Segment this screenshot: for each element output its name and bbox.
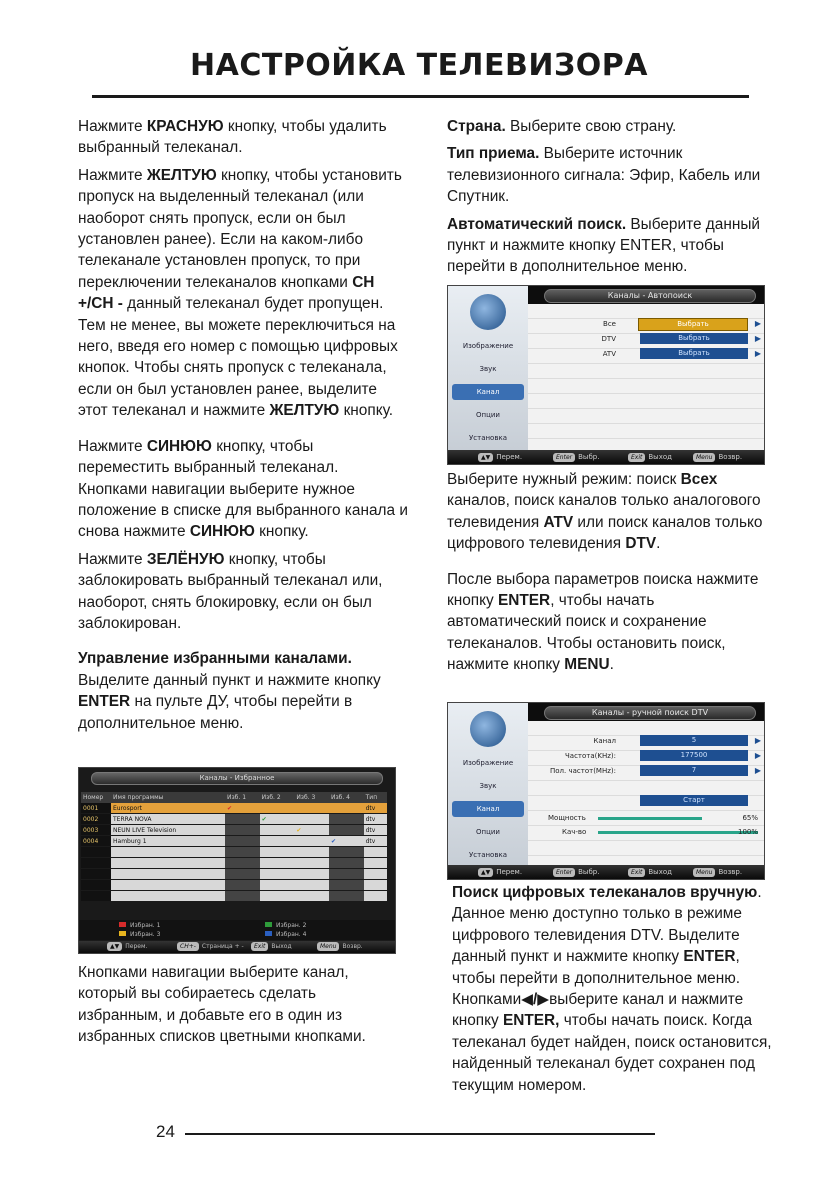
arrow-right-icon: ▶	[754, 766, 761, 775]
favorites-instructions: Кнопками навигации выберите канал, который вы собираетесь сделать избранным, и добавьте его в один из избранных списков цветными кнопками.	[78, 964, 366, 1046]
legend-fav2: Избран. 2	[265, 922, 306, 929]
manual-scan-screenshot: Изображение Звук Канал Опции Установка Каналы - ручной поиск DTV Канал 5 ▶ Частота(KHz): 177500 ▶ Пол. частот(MHz): 7 ▶ Старт Мощность 65% Кач-во 100% ▲▼ Перем. Enter Выбр. Exit Выход Menu Возвр.	[447, 702, 765, 880]
paragraph-scan-mode: Выберите нужный режим: поиск Всех каналов, поиск каналов только аналогового телевидения ATV или поиск каналов только цифрового телевидения DTV.	[447, 471, 763, 553]
paragraph-favorites: Управление избранными каналами. Выделите данный пункт и нажмите кнопку ENTER на пульте ДУ, чтобы перейти в дополнительное меню.	[78, 650, 381, 732]
title-divider	[92, 95, 749, 98]
col-fav2: Изб. 2	[260, 792, 295, 803]
menu-sidebar: Изображение Звук Канал Опции Установка	[448, 703, 528, 865]
manual-start-button[interactable]: Старт	[528, 795, 764, 807]
right-column	[447, 116, 769, 284]
manual-row-channel[interactable]: Канал 5 ▶	[593, 736, 761, 745]
arrow-right-icon: ▶	[754, 736, 761, 745]
favorites-table	[81, 792, 387, 902]
signal-quality-bar	[598, 831, 758, 834]
table-row[interactable]: 0001 Eurosport ✔ dtv	[81, 803, 387, 814]
paragraph-manual-scan: Поиск цифровых телеканалов вручную. Данное меню доступно только в режиме цифрового телевидения DTV. Выделите данный пункт и нажмите кнопку ENTER, чтобы перейти в дополнительное меню. Кнопками◀/▶выберите канал и нажмите кнопку ENTER, чтобы начать поиск. Когда телеканал будет найден, поиск остановится, найденный телеканал будет сохранен под текущим номером.	[452, 884, 772, 1094]
legend-fav3: Избран. 3	[119, 931, 160, 938]
right-column-mid	[447, 469, 769, 682]
autoscan-screenshot: Изображение Звук Канал Опции Установка Каналы - Автопоиск Все Выбрать ▶ DTV Выбрать ▶ ATV Выбрать ▶ ▲▼ Перем. Enter Выбр. Exit Выход Menu Возвр.	[447, 285, 765, 465]
satellite-icon	[470, 294, 506, 330]
favorites-title: Каналы - Избранное	[91, 772, 383, 785]
signal-quality: Кач-во 100%	[562, 828, 758, 836]
arrow-right-icon: ▶	[754, 349, 761, 358]
legend-fav4: Избран. 4	[265, 931, 306, 938]
col-type: Тип	[364, 792, 387, 803]
col-number: Номер	[81, 792, 111, 803]
paragraph-yellow-skip: Нажмите ЖЕЛТУЮ кнопку, чтобы установить пропуск на выделенный телеканал (или наоборот снять пропуск, если он был установлен ранее). Если на каком-либо телеканале установлен пропуск, то при переключении телеканалов кнопками CH +/CH - данный телеканал будет пропущен. Тем не менее, вы можете переключиться на него, введя его номер с помощью цифровых кнопок. Чтобы снять пропуск с телеканала, если он был установлен ранее, выделите этот телеканал и нажмите ЖЕЛТУЮ кнопку.	[78, 166, 402, 420]
favorites-legend	[79, 920, 395, 940]
favorites-screenshot	[78, 767, 396, 954]
paragraph-blue-move: Нажмите СИНЮЮ кнопку, чтобы переместить выбранный телеканал. Кнопками навигации выберите нужное положение в списке для выбранного канала и снова нажмите СИНЮЮ кнопку.	[78, 437, 408, 541]
arrow-right-icon: ▶	[754, 334, 761, 343]
arrow-right-icon: ▶	[754, 751, 761, 760]
right-column-bottom	[452, 882, 774, 1102]
paragraph-country: Страна. Выберите свою страну.	[447, 118, 677, 135]
col-name: Имя программы	[111, 792, 225, 803]
col-fav4: Изб. 4	[329, 792, 364, 803]
table-row[interactable]: 0003 NEUN LIVE Television ✔ dtv	[81, 825, 387, 836]
table-row[interactable]: 0002 TERRA NOVA ✔ dtv	[81, 814, 387, 825]
favorites-footer: ▲▼ Перем. CH+- Страница + - Exit Выход Menu Возвр.	[79, 941, 395, 953]
paragraph-green-lock: Нажмите ЗЕЛЁНУЮ кнопку, чтобы заблокировать выбранный телеканал или, наоборот, снять блокировку, если он был заблокирован.	[78, 550, 383, 632]
satellite-icon	[470, 711, 506, 747]
col-fav1: Изб. 1	[225, 792, 260, 803]
page-title: НАСТРОЙКА ТЕЛЕВИЗОРА	[190, 48, 648, 83]
autoscan-row-all[interactable]: Все Выбрать ▶	[528, 318, 764, 330]
arrow-right-icon: ▶	[754, 319, 761, 328]
footer-divider	[185, 1133, 655, 1135]
paragraph-reception: Тип приема. Выберите источник телевизионного сигнала: Эфир, Кабель или Спутник.	[447, 145, 761, 206]
left-column	[78, 116, 408, 740]
signal-power: Мощность 65%	[548, 814, 758, 822]
legend-fav1: Избран. 1	[119, 922, 160, 929]
manual-row-bandwidth[interactable]: Пол. частот(MHz): 7 ▶	[550, 766, 761, 775]
menu-sidebar: Изображение Звук Канал Опции Установка	[448, 286, 528, 450]
screen-footer: ▲▼ Перем. Enter Выбр. Exit Выход Menu Возвр.	[448, 865, 764, 879]
table-row[interactable]: 0004 Hamburg 1 ✔ dtv	[81, 836, 387, 847]
paragraph-autoscan: Автоматический поиск. Выберите данный пункт и нажмите кнопку ENTER, чтобы перейти в дополнительное меню.	[447, 215, 760, 276]
autoscan-row-dtv[interactable]: DTV Выбрать ▶	[601, 334, 761, 343]
paragraph-start-scan: После выбора параметров поиска нажмите кнопку ENTER, чтобы начать автоматический поиск и сохранение телеканалов. Чтобы остановить поиск, нажмите кнопку MENU.	[447, 570, 759, 674]
page-number: 24	[156, 1122, 175, 1141]
paragraph-red-delete: Нажмите КРАСНУЮ кнопку, чтобы удалить выбранный телеканал.	[78, 118, 387, 157]
autoscan-row-atv[interactable]: ATV Выбрать ▶	[602, 349, 761, 358]
manual-row-frequency[interactable]: Частота(KHz): 177500 ▶	[564, 751, 761, 760]
col-fav3: Изб. 3	[294, 792, 329, 803]
screen-footer: ▲▼ Перем. Enter Выбр. Exit Выход Menu Возвр.	[448, 450, 764, 464]
updown-key-icon: ▲▼	[107, 942, 122, 951]
signal-power-bar	[598, 817, 702, 820]
